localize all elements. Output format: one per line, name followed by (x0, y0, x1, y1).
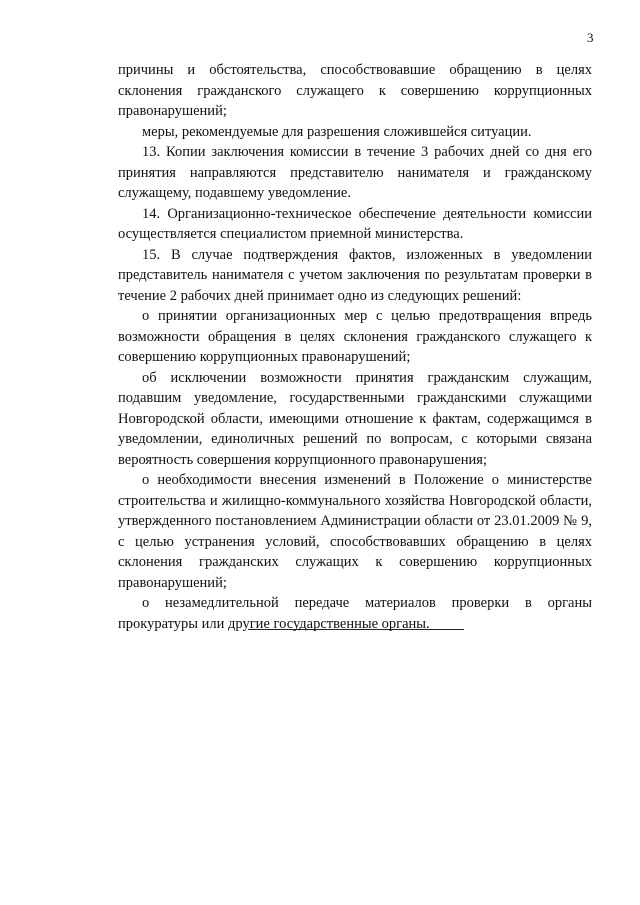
paragraph-decision-transfer: о незамедлительной передаче материалов проверки в органы прокуратуры или другие государственные органы. (118, 595, 592, 632)
paragraph-measures: меры, рекомендуемые для разрешения сложившейся ситуации. (142, 123, 532, 140)
paragraph-13: 13. Копии заключения комиссии в течение 3 рабочих дней со дня его принятия направляются представителю нанимателя и гражданскому служащему, подавшему уведомление. (118, 144, 592, 201)
paragraph-decision-org-measures: о принятии организационных мер с целью предотвращения впредь возможности обращения в целях склонения гражданского служащего к совершению коррупционных правонарушений; (118, 308, 592, 365)
page-number: 3 (587, 30, 594, 45)
document-body (118, 60, 592, 634)
paragraph-15: 15. В случае подтверждения фактов, изложенных в уведомлении представитель нанимателя с учетом заключения по результатам проверки в течение 2 рабочих дней принимает одно из следующих решений: (118, 246, 592, 304)
paragraph-reasons: причины и обстоятельства, способствовавшие обращению в целях склонения гражданского служащего к совершению коррупционных правонарушений; (118, 62, 592, 119)
paragraph-decision-exclusion: об исключении возможности принятия гражданским служащим, подавшим уведомление, государственными гражданскими служащими Новгородской области, имеющими отношение к фактам, содержащимся в уведомлении, единоличных решений по вопросам, с которыми связана вероятность совершения коррупционного правонарушения; (118, 369, 592, 468)
end-rule (248, 629, 464, 630)
paragraph-decision-amendments: о необходимости внесения изменений в Положение о министерстве строительства и жилищно-коммунального хозяйства Новгородской области, утвержденного постановлением Администрации области от 23.01.2009 № 9, с целью устранения условий, способствовавших обращению в целях склонения гражданских служащих к совершению коррупционных правонарушений; (118, 472, 592, 591)
paragraph-14: 14. Организационно-техническое обеспечение деятельности комиссии осуществляется специалистом приемной министерства. (118, 205, 592, 242)
